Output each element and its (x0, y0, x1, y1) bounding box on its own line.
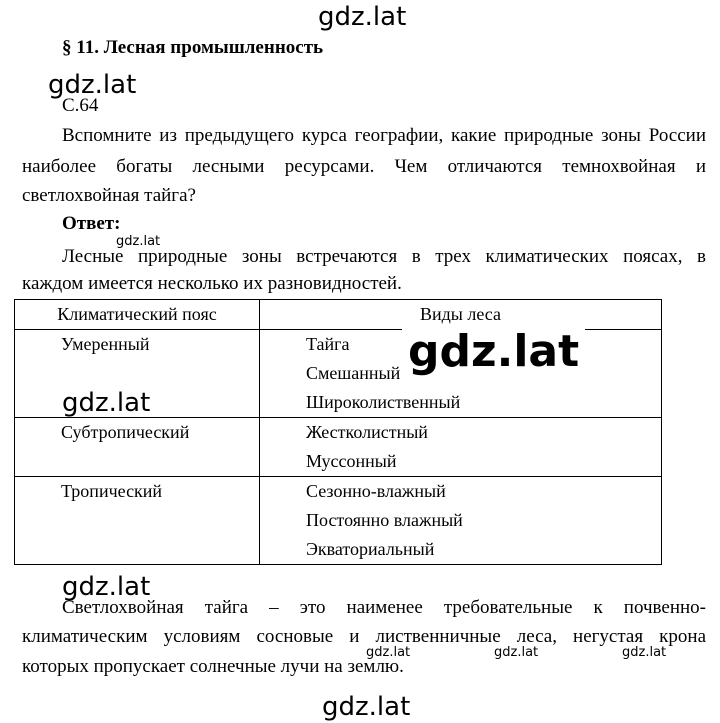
watermark-table-left: gdz.lat (62, 388, 151, 418)
watermark-top: gdz.lat (318, 2, 407, 32)
types-cell (260, 477, 662, 565)
answer-intro-line-1: Лесные природные зоны встречаются в трех климатических поясах, в (62, 246, 706, 267)
table-header-types: Виды леса (260, 300, 662, 330)
forest-type: Сезонно-влажный (306, 481, 446, 501)
table-header-zone: Климатический пояс (15, 300, 260, 330)
watermark-small-1: gdz.lat (366, 645, 411, 660)
zone-label: Тропический (61, 481, 163, 501)
forest-type: Жестколистный (306, 422, 428, 442)
zone-cell (15, 418, 260, 477)
forest-type: Экваториальный (306, 539, 435, 559)
question-line-1: Вспомните из предыдущего курса географии, какие природные зоны России (62, 125, 706, 146)
types-cell (260, 418, 662, 477)
zone-label: Субтропический (61, 422, 190, 442)
watermark-closing: gdz.lat (62, 572, 151, 602)
table-row (15, 418, 662, 477)
watermark-small-answer: gdz.lat (116, 234, 161, 249)
watermark-small-3: gdz.lat (622, 645, 667, 660)
forest-type: Смешанный (306, 363, 401, 383)
question-line-3: светлохвойная тайга? (22, 185, 196, 206)
closing-line-3: которых пропускает солнечные лучи на землю. (22, 656, 404, 677)
zone-label: Умеренный (61, 334, 150, 354)
table-header-row (15, 300, 662, 330)
closing-line-1: Светлохвойная тайга – это наименее требовательные к почвенно- (62, 597, 706, 618)
page-reference: С.64 (62, 95, 99, 116)
table-row (15, 477, 662, 565)
closing-line-2: климатическим условиям сосновые и лиственничные леса, негустая крона (22, 626, 706, 647)
forest-type: Постоянно влажный (306, 510, 463, 530)
answer-label: Ответ: (62, 213, 121, 234)
watermark-small-2: gdz.lat (494, 645, 539, 660)
forest-type: Тайга (306, 334, 350, 354)
watermark-bottom: gdz.lat (322, 692, 411, 722)
answer-intro-line-2: каждом имеется несколько их разновидностей. (22, 273, 402, 294)
forest-type: Широколиственный (306, 392, 461, 412)
question-line-2: наиболее богаты лесными ресурсами. Чем отличаются темнохвойная и (22, 156, 706, 177)
section-title: § 11. Лесная промышленность (62, 37, 324, 58)
forest-type: Муссонный (306, 451, 397, 471)
watermark-large: gdz.lat (402, 326, 585, 377)
zone-cell (15, 477, 260, 565)
watermark-page-ref: gdz.lat (48, 70, 137, 100)
